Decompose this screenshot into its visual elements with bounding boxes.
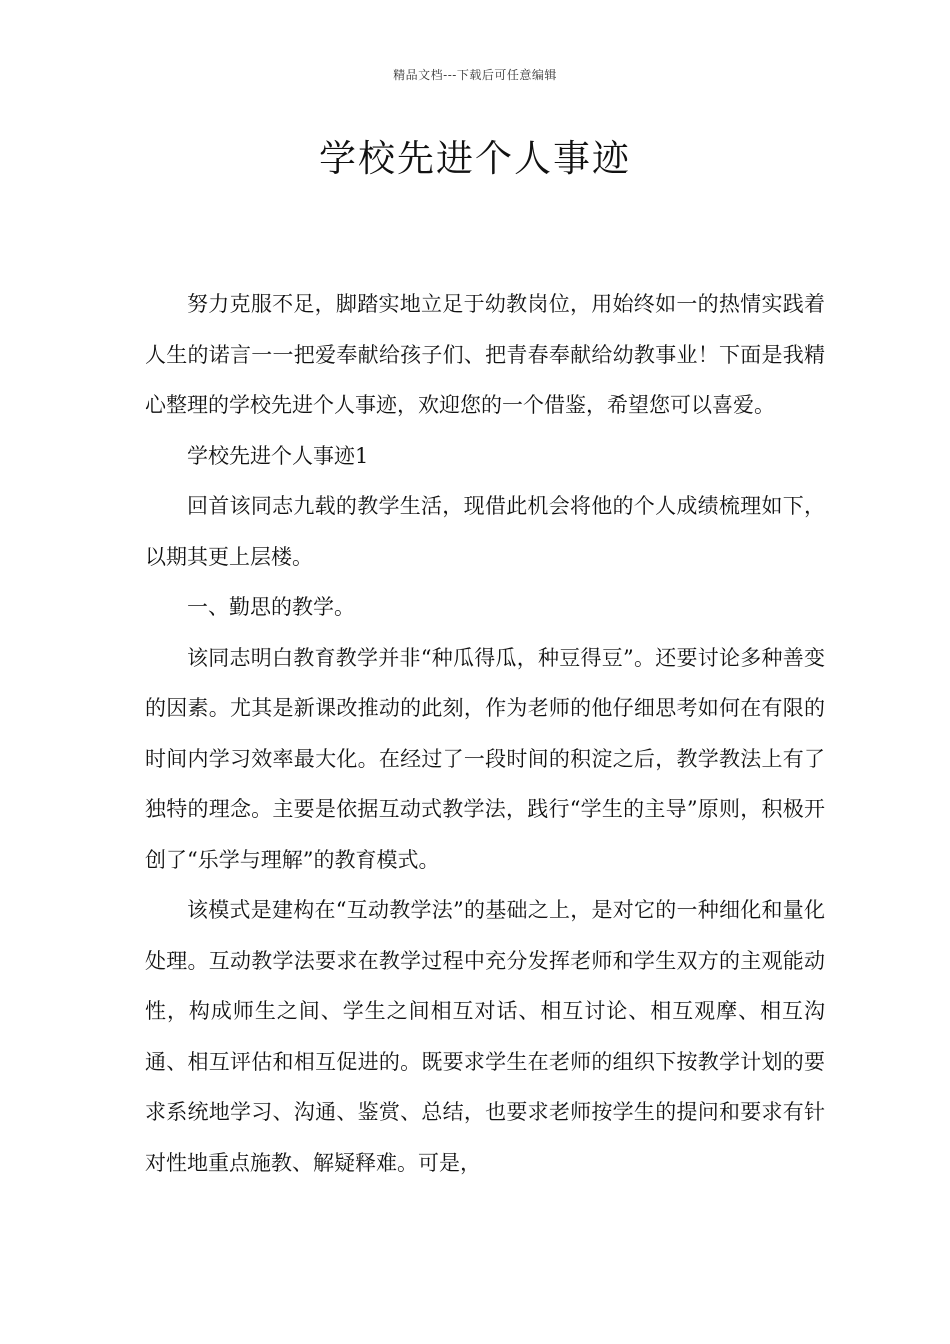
header-note: 精品文档---下载后可任意编辑 [393, 68, 557, 82]
document-body [145, 279, 825, 1188]
paragraph: 该模式是建构在“互动教学法”的基础之上，是对它的一种细化和量化处理。互动教学法要求在教学过程中充分发挥老师和学生双方的主观能动性，构成师生之间、学生之间相互对话、相互讨论、相互观摩、相互沟通、相互评估和相互促进的。既要求学生在老师的组织下按教学计划的要求系统地学习、沟通、鉴赏、总结，也要求老师按学生的提问和要求有针对性地重点施教、解疑释难。可是， [145, 898, 825, 1175]
subsection-heading: 一、勤思的教学。 [187, 595, 355, 619]
paragraph: 该同志明白教育教学并非“种瓜得瓜，种豆得豆”。还要讨论多种善变的因素。尤其是新课改推动的此刻，作为老师的他仔细思考如何在有限的时间内学习效率最大化。在经过了一段时间的积淀之后，教学教法上有了独特的理念。主要是依据互动式教学法，践行“学生的主导”原则，积极开创了“乐学与理解”的教育模式。 [145, 645, 825, 872]
paragraph-intro: 努力克服不足，脚踏实地立足于幼教岗位，用始终如一的热情实践着人生的诺言一一把爱奉献给孩子们、把青春奉献给幼教事业！下面是我精心整理的学校先进个人事迹，欢迎您的一个借鉴，希望您可以喜爱。 [145, 292, 825, 417]
section-heading: 学校先进个人事迹1 [187, 443, 369, 468]
paragraph: 回首该同志九载的教学生活，现借此机会将他的个人成绩梳理如下，以期其更上层楼。 [145, 494, 825, 569]
document-title: 学校先进个人事迹 [319, 137, 631, 180]
